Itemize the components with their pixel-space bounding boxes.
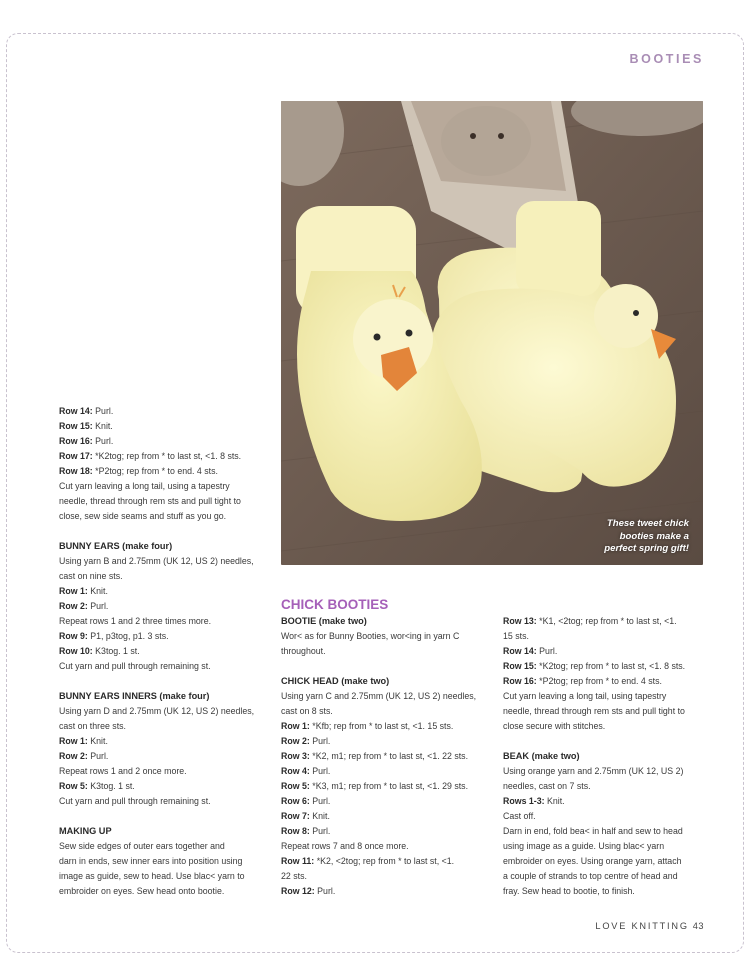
bunny-ears-intro: Using yarn B and 2.75mm (UK 12, US 2) needles, cast on nine sts. [59,556,254,581]
bootie-text: Wor< as for Bunny Booties, wor<ing in yarn C throughout. [281,631,460,656]
instruction-row: Row 17: *K2tog; rep from * to last st, <1. 8 sts. [59,451,242,461]
section-heading: BOOTIES [629,52,704,66]
instruction-row: Row 5: K3tog. 1 st. [59,781,135,791]
repeat-text: Repeat rows 1 and 2 once more. [59,766,187,776]
instruction-row: Row 18: *P2tog; rep from * to end. 4 sts. [59,466,218,476]
bunny-ears-inners-intro: Using yarn D and 2.75mm (UK 12, US 2) needles, cast on three sts. [59,706,255,731]
column-middle [281,597,495,899]
bootie-heading: BOOTIE (make two) [281,616,367,626]
booties-illustration [281,101,703,565]
instruction-row: Row 1: Knit. [59,736,108,746]
instruction-row: Row 15: *K2tog; rep from * to last st, <1. 8 sts. [503,661,686,671]
instruction-row: Row 15: Knit. [59,421,113,431]
end-text: Cut yarn and pull through remaining st. [59,796,211,806]
instruction-row: Row 7: Knit. [281,811,330,821]
instruction-row: Row 3: *K2, m1; rep from * to last st, <1. 22 sts. [281,751,469,761]
chick-head-intro: Using yarn C and 2.75mm (UK 12, US 2) needles, cast on 8 sts. [281,691,477,716]
end-text: Cut yarn and pull through remaining st. [59,661,211,671]
instruction-row: Row 10: K3tog. 1 st. [59,646,140,656]
instruction-row: Row 9: P1, p3tog, p1. 3 sts. [59,631,169,641]
instruction-row: Row 14: Purl. [59,406,114,416]
cast-off-text: Cast off. [503,811,536,821]
bunny-ears-heading: BUNNY EARS (make four) [59,541,173,551]
magazine-name: LOVE KNITTING [595,921,689,931]
page-number: 43 [692,921,704,931]
finish-text: Cut yarn leaving a long tail, using tapestry needle, thread through rem sts and pull tight to close secure with stitches. [503,691,685,731]
instruction-row: Row 2: Purl. [59,751,109,761]
instruction-row: Row 1: *Kfb; rep from * to last st, <1. 15 sts. [281,721,454,731]
beak-intro: Using orange yarn and 2.75mm (UK 12, US 2) needles, cast on 7 sts. [503,766,684,791]
making-up-text: Sew side edges of outer ears together and darn in ends, sew inner ears into position using image as guide, sew to head. Use blac< yarn to embroider on eyes. Sew head onto bootie. [59,841,245,896]
making-up-heading: MAKING UP [59,826,112,836]
bunny-ears-inners-heading: BUNNY EARS INNERS (make four) [59,691,210,701]
instruction-row: Rows 1-3: Knit. [503,796,565,806]
instruction-row: Row 2: Purl. [59,601,109,611]
instruction-row: Row 14: Purl. [503,646,558,656]
instruction-row: Row 12: Purl. [281,886,336,896]
instruction-row: Row 8: Purl. [281,826,331,836]
beak-text: Darn in end, fold bea< in half and sew to head using image as a guide. Using blac< yarn embroider on eyes. Using orange yarn, attach a couple of strands to top centre of head and fray. Sew head to bootie, to finish. [503,826,683,896]
repeat-text: Repeat rows 1 and 2 three times more. [59,616,212,626]
instruction-row: Row 1: Knit. [59,586,108,596]
photo-caption: These tweet chick booties make a perfect spring gift! [604,518,689,555]
chick-booties-title: CHICK BOOTIES [281,597,389,612]
instruction-row: Row 6: Purl. [281,796,331,806]
chick-head-heading: CHICK HEAD (make two) [281,676,390,686]
instruction-row: Row 13: *K1, <2tog; rep from * to last st, <1. 15 sts. [503,616,677,641]
page-footer [595,921,704,931]
instruction-row: Row 5: *K3, m1; rep from * to last st, <1. 29 sts. [281,781,469,791]
instruction-row: Row 16: Purl. [59,436,114,446]
instruction-row: Row 16: *P2tog; rep from * to end. 4 sts. [503,676,662,686]
chick-booties-photo [281,101,703,565]
instruction-row: Row 2: Purl. [281,736,331,746]
column-right [503,614,703,899]
finish-text: Cut yarn leaving a long tail, using a tapestry needle, thread through rem sts and pull tight to close, sew side seams and stuff as you go. [59,481,241,521]
instruction-row: Row 4: Purl. [281,766,331,776]
beak-heading: BEAK (make two) [503,751,580,761]
repeat-text: Repeat rows 7 and 8 once more. [281,841,409,851]
instruction-row: Row 11: *K2, <2tog; rep from * to last st, <1. 22 sts. [281,856,455,881]
column-left [59,404,273,899]
